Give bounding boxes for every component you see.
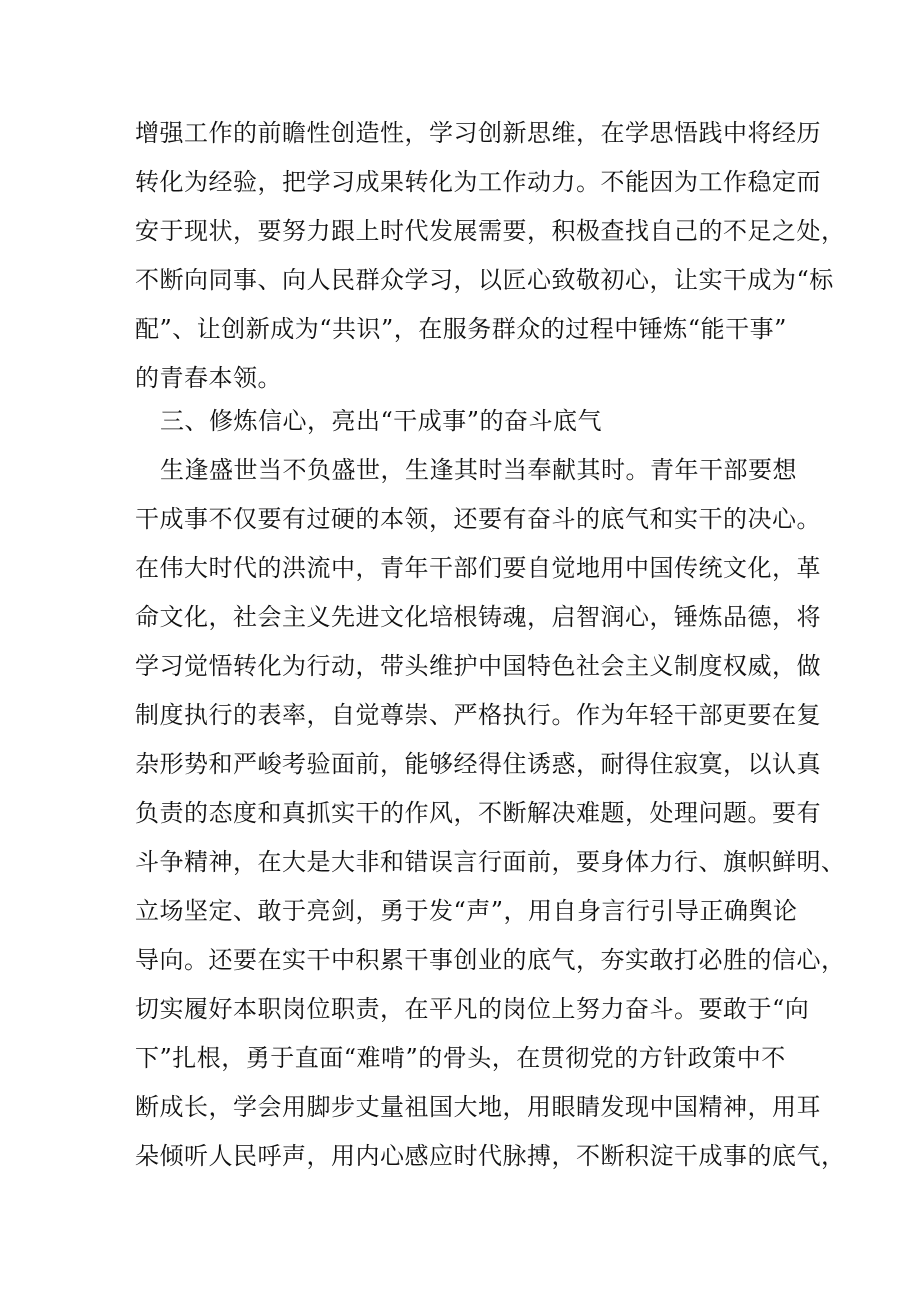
text-line: 命文化，社会主义先进文化培根铸魂，启智润心，锤炼品德，将: [135, 603, 821, 631]
text-line: 的青春本领。: [135, 364, 282, 392]
text-line: 朵倾听人民呼声，用内心感应时代脉搏，不断积淀干成事的底气，: [135, 1142, 846, 1170]
text-line: 负责的态度和真抓实干的作风，不断解决难题，处理问题。要有: [135, 799, 821, 827]
text-line: 斗争精神，在大是大非和错误言行面前，要身体力行、旗帜鲜明、: [135, 848, 846, 876]
text-line: 断成长，学会用脚步丈量祖国大地，用眼睛发现中国精神，用耳: [135, 1093, 821, 1121]
text-line: 杂形势和严峻考验面前，能够经得住诱惑，耐得住寂寞，以认真: [135, 750, 821, 778]
section-heading: 三、修炼信心，亮出“干成事”的奋斗底气: [160, 407, 603, 435]
text-line: 干成事不仅要有过硬的本领，还要有奋斗的底气和实干的决心。: [135, 505, 821, 533]
text-line: 切实履好本职岗位职责，在平凡的岗位上努力奋斗。要敢于“向: [135, 995, 810, 1023]
text-line: 不断向同事、向人民群众学习，以匠心致敬初心，让实干成为“标: [135, 266, 834, 294]
text-line: 立场坚定、敢于亮剑，勇于发“声”，用自身言行引导正确舆论: [135, 897, 798, 925]
text-line: 在伟大时代的洪流中，青年干部们要自觉地用中国传统文化，革: [135, 554, 821, 582]
text-line: 增强工作的前瞻性创造性，学习创新思维，在学思悟践中将经历: [135, 119, 821, 147]
text-line: 生逢盛世当不负盛世，生逢其时当奉献其时。青年干部要想: [160, 456, 797, 484]
text-line: 学习觉悟转化为行动，带头维护中国特色社会主义制度权威，做: [135, 652, 821, 680]
text-line: 配”、让创新成为“共识”，在服务群众的过程中锤炼“能干事”: [135, 315, 787, 343]
text-line: 下”扎根，勇于直面“难啃”的骨头，在贯彻党的方针政策中不: [135, 1044, 786, 1072]
text-line: 安于现状，要努力跟上时代发展需要，积极查找自己的不足之处，: [135, 217, 846, 245]
text-line: 制度执行的表率，自觉尊崇、严格执行。作为年轻干部更要在复: [135, 701, 821, 729]
text-line: 转化为经验，把学习成果转化为工作动力。不能因为工作稳定而: [135, 168, 821, 196]
text-line: 导向。还要在实干中积累干事创业的底气，夯实敢打必胜的信心，: [135, 946, 846, 974]
